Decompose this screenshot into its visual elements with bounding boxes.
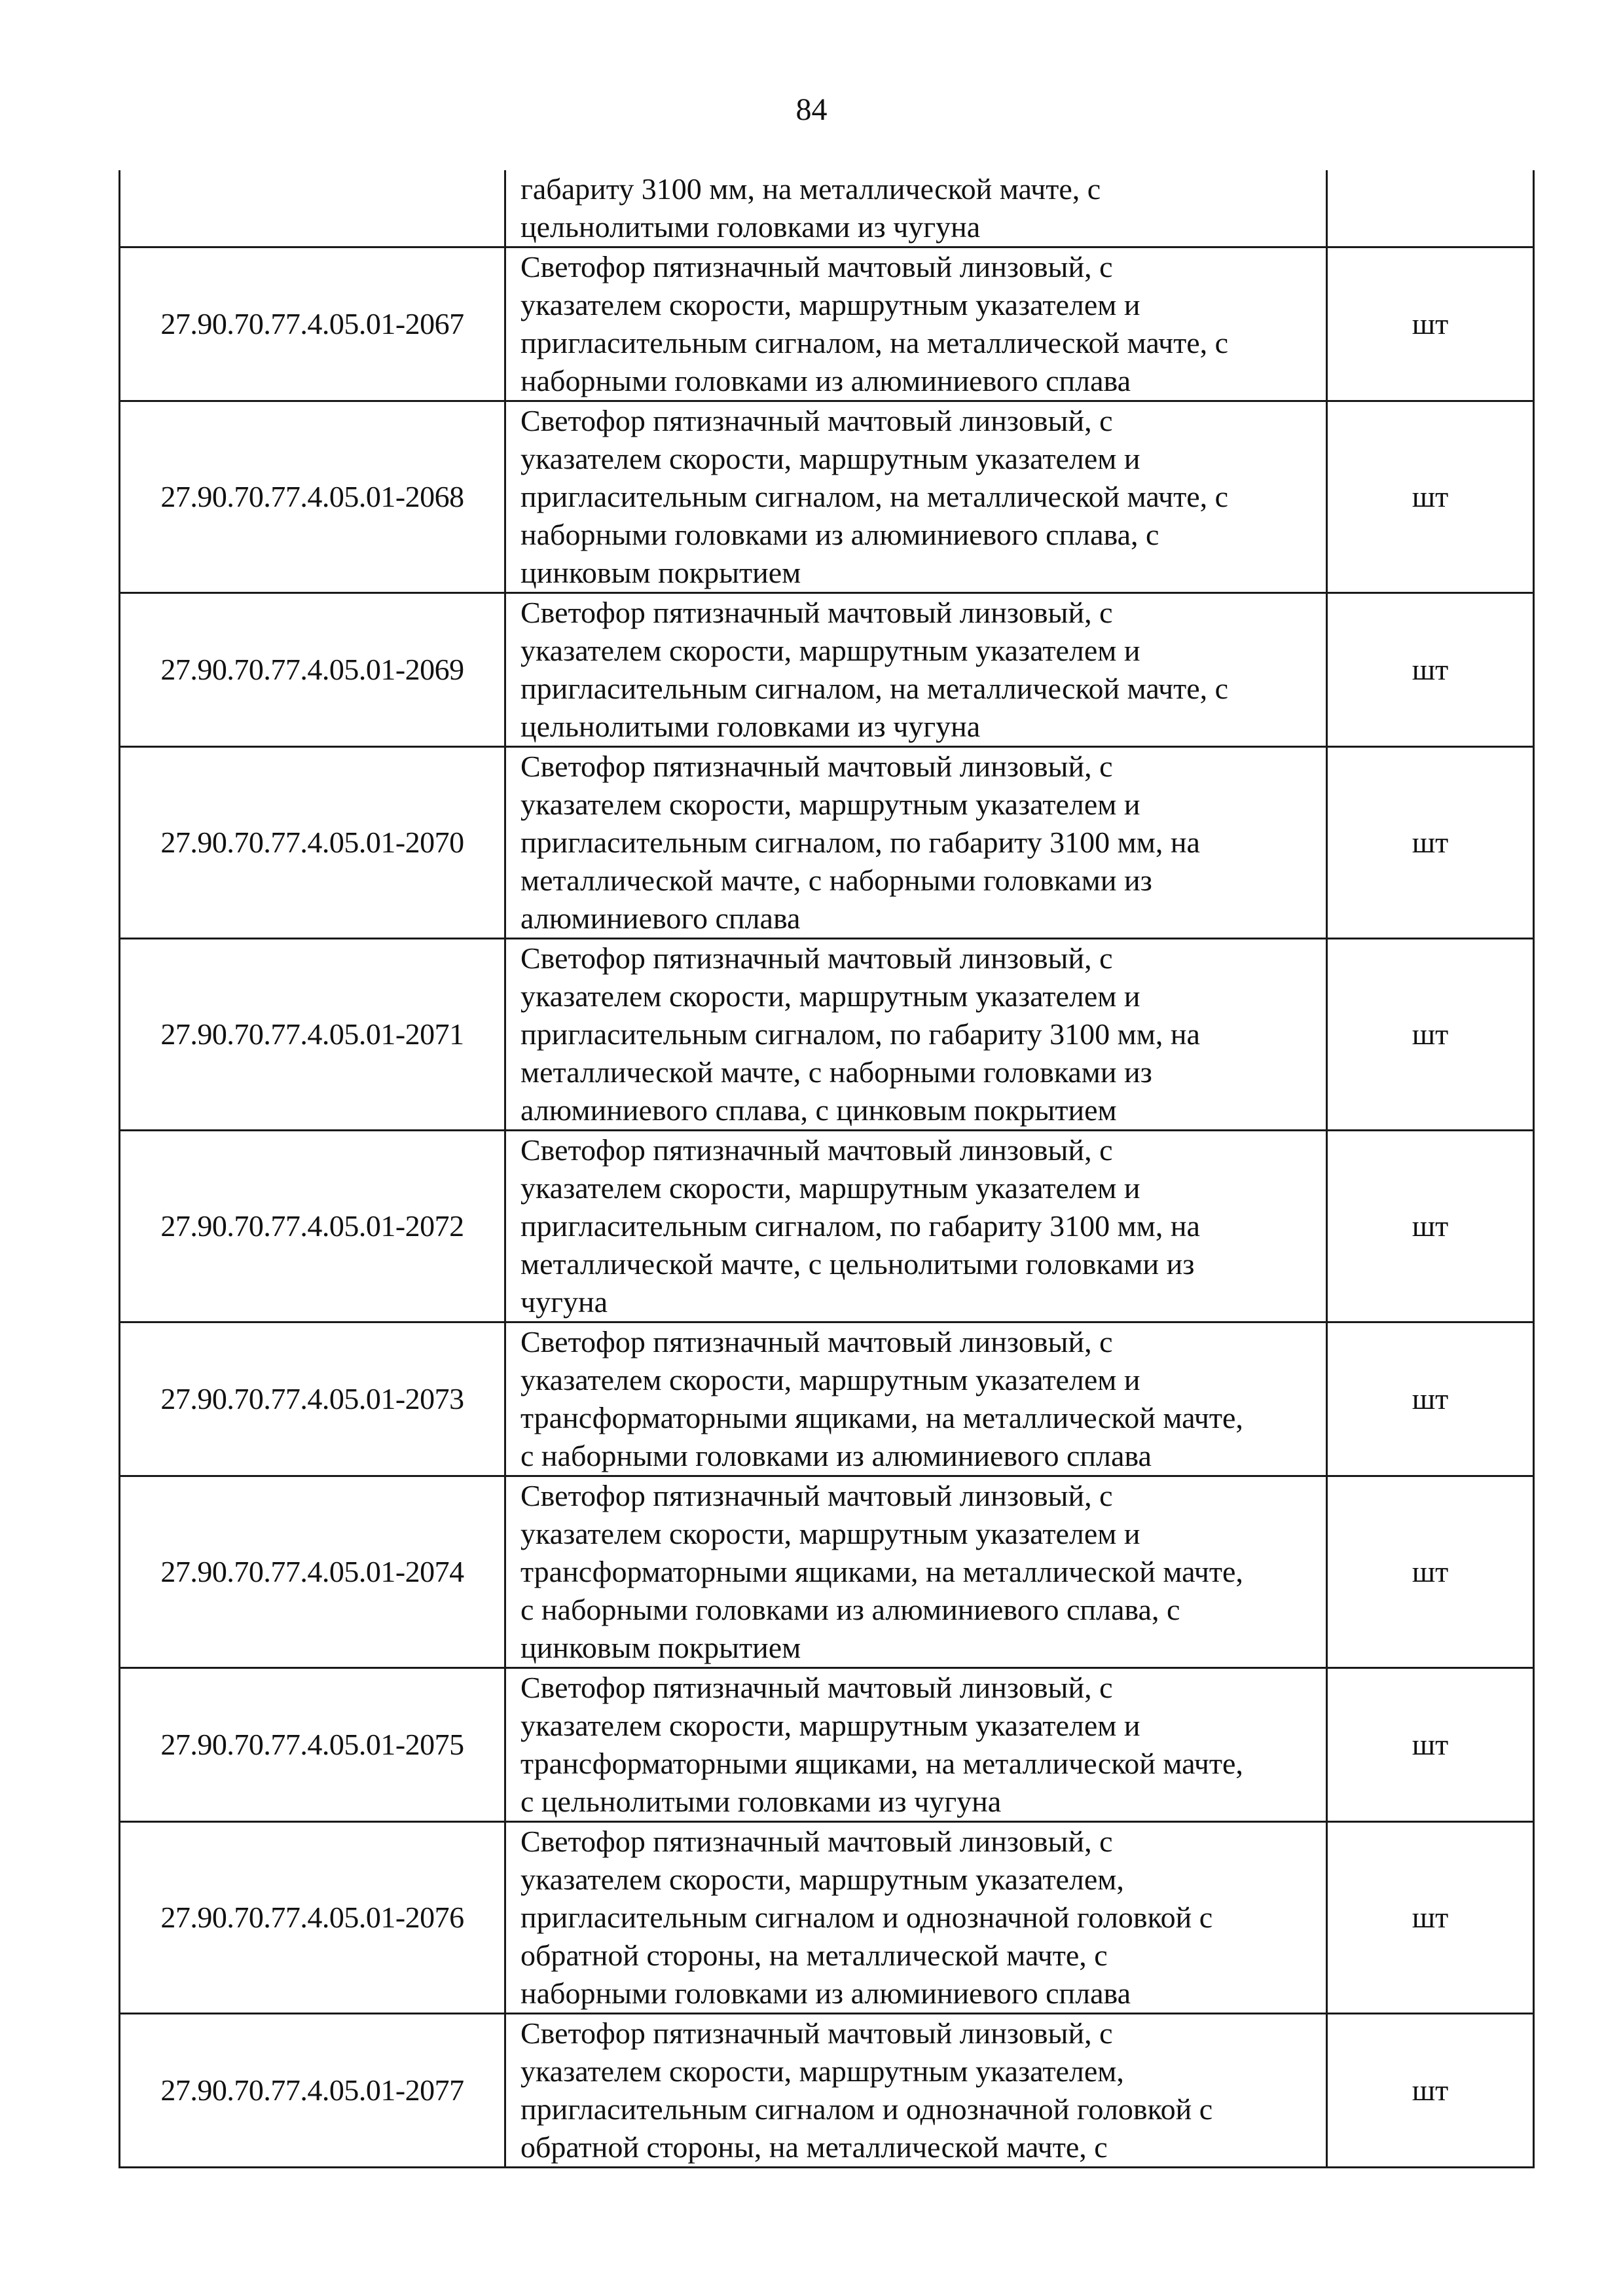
description-line: пригласительным сигналом, на металлической мачте, с — [520, 672, 1229, 705]
table-row — [120, 170, 1534, 247]
table-row — [120, 2014, 1534, 2168]
code-cell: 27.90.70.77.4.05.01-2069 — [120, 593, 505, 747]
unit-cell: шт — [1327, 1476, 1534, 1668]
description-line: габариту 3100 мм, на металлической мачте, с — [520, 172, 1101, 206]
description-line: Светофор пятизначный мачтовый линзовый, с — [520, 941, 1113, 975]
description-line: указателем скорости, маршрутным указателем и — [520, 634, 1140, 667]
description-cell — [505, 1668, 1327, 1822]
description-cell — [505, 939, 1327, 1131]
unit-cell: шт — [1327, 401, 1534, 593]
description-line: указателем скорости, маршрутным указателем, — [520, 1863, 1124, 1896]
description-cell — [505, 247, 1327, 401]
description-line: наборными головками из алюминиевого сплава — [520, 364, 1131, 397]
description-cell — [505, 170, 1327, 247]
description-line: пригласительным сигналом, по габариту 3100 мм, на — [520, 826, 1200, 859]
code-cell: 27.90.70.77.4.05.01-2068 — [120, 401, 505, 593]
code-cell: 27.90.70.77.4.05.01-2070 — [120, 747, 505, 939]
table-row — [120, 747, 1534, 939]
description-cell — [505, 747, 1327, 939]
description-line: с наборными головками из алюминиевого сплава, с — [520, 1593, 1180, 1626]
table-row — [120, 1131, 1534, 1322]
description-line: пригласительным сигналом, по габариту 3100 мм, на — [520, 1209, 1200, 1243]
description-line: трансформаторными ящиками, на металлической мачте, — [520, 1401, 1243, 1434]
code-cell: 27.90.70.77.4.05.01-2075 — [120, 1668, 505, 1822]
table-row — [120, 1668, 1534, 1822]
table-row — [120, 1476, 1534, 1668]
resource-table — [119, 170, 1535, 2168]
unit-cell: шт — [1327, 2014, 1534, 2168]
description-cell — [505, 593, 1327, 747]
table-row — [120, 939, 1534, 1131]
description-line: пригласительным сигналом и однозначной головкой с — [520, 1901, 1213, 1934]
description-line: Светофор пятизначный мачтовый линзовый, с — [520, 2016, 1113, 2050]
table-row — [120, 1322, 1534, 1476]
description-line: Светофор пятизначный мачтовый линзовый, с — [520, 1671, 1113, 1704]
description-line: обратной стороны, на металлической мачте, с — [520, 2130, 1108, 2164]
description-line: пригласительным сигналом, на металлической мачте, с — [520, 480, 1229, 513]
table-row — [120, 1822, 1534, 2014]
unit-cell — [1327, 170, 1534, 247]
description-line: указателем скорости, маршрутным указателем и — [520, 788, 1140, 821]
description-line: указателем скорости, маршрутным указателем и — [520, 1709, 1140, 1742]
description-line: Светофор пятизначный мачтовый линзовый, с — [520, 1479, 1113, 1512]
code-cell: 27.90.70.77.4.05.01-2077 — [120, 2014, 505, 2168]
description-line: пригласительным сигналом, по габариту 3100 мм, на — [520, 1017, 1200, 1051]
description-line: указателем скорости, маршрутным указателем и — [520, 1363, 1140, 1396]
description-line: алюминиевого сплава — [520, 902, 801, 935]
description-cell — [505, 401, 1327, 593]
description-line: Светофор пятизначный мачтовый линзовый, с — [520, 1133, 1113, 1167]
description-line: указателем скорости, маршрутным указателем и — [520, 442, 1140, 475]
code-cell: 27.90.70.77.4.05.01-2067 — [120, 247, 505, 401]
code-cell: 27.90.70.77.4.05.01-2071 — [120, 939, 505, 1131]
description-line: алюминиевого сплава, с цинковым покрытием — [520, 1093, 1117, 1127]
description-cell — [505, 1131, 1327, 1322]
code-cell — [120, 170, 505, 247]
description-line: Светофор пятизначный мачтовый линзовый, с — [520, 596, 1113, 629]
description-line: трансформаторными ящиками, на металлической мачте, — [520, 1747, 1243, 1780]
description-line: Светофор пятизначный мачтовый линзовый, с — [520, 750, 1113, 783]
description-line: наборными головками из алюминиевого сплава — [520, 1977, 1131, 2010]
description-line: с наборными головками из алюминиевого сплава — [520, 1439, 1152, 1472]
description-line: пригласительным сигналом, на металлической мачте, с — [520, 326, 1229, 359]
table-row — [120, 247, 1534, 401]
description-line: Светофор пятизначный мачтовый линзовый, с — [520, 1825, 1113, 1858]
description-line: обратной стороны, на металлической мачте, с — [520, 1939, 1108, 1972]
description-line: указателем скорости, маршрутным указателем и — [520, 288, 1140, 321]
description-line: трансформаторными ящиками, на металлической мачте, — [520, 1555, 1243, 1588]
description-line: металлической мачте, с цельнолитыми головками из — [520, 1247, 1195, 1281]
description-cell — [505, 1822, 1327, 2014]
description-line: цинковым покрытием — [520, 556, 801, 589]
code-cell: 27.90.70.77.4.05.01-2072 — [120, 1131, 505, 1322]
unit-cell: шт — [1327, 247, 1534, 401]
description-line: с цельнолитыми головками из чугуна — [520, 1785, 1002, 1818]
description-line: пригласительным сигналом и однозначной головкой с — [520, 2092, 1213, 2126]
description-line: Светофор пятизначный мачтовый линзовый, с — [520, 250, 1113, 283]
unit-cell: шт — [1327, 593, 1534, 747]
description-line: металлической мачте, с наборными головками из — [520, 1055, 1152, 1089]
table-row — [120, 401, 1534, 593]
code-cell: 27.90.70.77.4.05.01-2073 — [120, 1322, 505, 1476]
unit-cell: шт — [1327, 1822, 1534, 2014]
unit-cell: шт — [1327, 747, 1534, 939]
unit-cell: шт — [1327, 1131, 1534, 1322]
description-line: чугуна — [520, 1285, 608, 1319]
unit-cell: шт — [1327, 939, 1534, 1131]
description-cell — [505, 2014, 1327, 2168]
description-line: Светофор пятизначный мачтовый линзовый, с — [520, 404, 1113, 437]
code-cell: 27.90.70.77.4.05.01-2076 — [120, 1822, 505, 2014]
description-line: указателем скорости, маршрутным указателем и — [520, 979, 1140, 1013]
page-number: 84 — [795, 92, 828, 127]
description-cell — [505, 1322, 1327, 1476]
description-line: наборными головками из алюминиевого сплава, с — [520, 518, 1159, 551]
description-line: Светофор пятизначный мачтовый линзовый, с — [520, 1325, 1113, 1358]
description-line: цельнолитыми головками из чугуна — [520, 710, 981, 743]
description-cell — [505, 1476, 1327, 1668]
code-cell: 27.90.70.77.4.05.01-2074 — [120, 1476, 505, 1668]
table-row — [120, 593, 1534, 747]
description-line: металлической мачте, с наборными головками из — [520, 864, 1152, 897]
description-line: указателем скорости, маршрутным указателем, — [520, 2054, 1124, 2088]
unit-cell: шт — [1327, 1322, 1534, 1476]
description-line: указателем скорости, маршрутным указателем и — [520, 1171, 1140, 1205]
description-line: цинковым покрытием — [520, 1631, 801, 1664]
description-line: цельнолитыми головками из чугуна — [520, 210, 981, 244]
table-body — [120, 170, 1534, 2168]
unit-cell: шт — [1327, 1668, 1534, 1822]
description-line: указателем скорости, маршрутным указателем и — [520, 1517, 1140, 1550]
